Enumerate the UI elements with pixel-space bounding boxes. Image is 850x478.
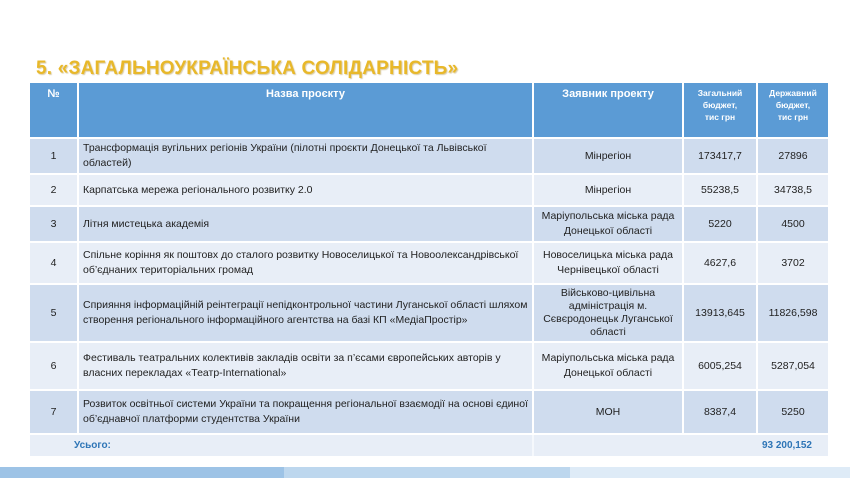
header-num: № — [30, 83, 78, 138]
row-total-budget: 55238,5 — [683, 174, 757, 206]
row-state-budget: 34738,5 — [757, 174, 828, 206]
row-project-name: Фестиваль театральних колективів закладів освіти за п’єсами європейських авторів у власних перекладах «Театр-International» — [78, 342, 533, 390]
header-total-budget-line2: бюджет, — [702, 100, 738, 110]
table-row — [30, 174, 828, 206]
row-num: 1 — [30, 138, 78, 174]
row-state-budget: 5287,054 — [757, 342, 828, 390]
row-num: 3 — [30, 206, 78, 242]
row-state-budget: 3702 — [757, 242, 828, 284]
row-project-name: Розвиток освітньої системи України та покращення регіональної взаємодії на основі єдиної об’єднавчої платформи студентства України — [78, 390, 533, 434]
total-value: 93 200,152 — [757, 434, 828, 456]
row-project-name: Сприяння інформаційній реінтеграції непідконтрольної частини Луганської області шляхом створення регіонального інформаційного агентства на базі КП «МедіаПростір» — [78, 284, 533, 342]
projects-table — [30, 83, 828, 456]
row-applicant: Військово-цивільна адміністрація м. Сєвєродонецьк Луганської області — [533, 284, 683, 342]
row-total-budget: 5220 — [683, 206, 757, 242]
row-project-name: Карпатська мережа регіонального розвитку 2.0 — [78, 174, 533, 206]
row-applicant: Маріупольська міська рада Донецької області — [533, 206, 683, 242]
header-state-budget — [757, 83, 828, 138]
row-num: 6 — [30, 342, 78, 390]
row-project-name: Спільне коріння як поштовх до сталого розвитку Новоселицької та Новоолександрівської об’єднаних територіальних громад — [78, 242, 533, 284]
row-num: 7 — [30, 390, 78, 434]
row-applicant: МОН — [533, 390, 683, 434]
table-row — [30, 138, 828, 174]
row-applicant: Новоселицька міська рада Чернівецької області — [533, 242, 683, 284]
row-total-budget: 8387,4 — [683, 390, 757, 434]
footer-strip-2 — [284, 467, 570, 478]
row-applicant: Мінрегіон — [533, 174, 683, 206]
header-state-budget-line1: Державний — [769, 88, 817, 98]
row-total-budget: 173417,7 — [683, 138, 757, 174]
table-row — [30, 342, 828, 390]
table-row — [30, 284, 828, 342]
table-row — [30, 390, 828, 434]
row-project-name: Трансформація вугільних регіонів України (пілотні проєкти Донецької та Львівської областей) — [78, 138, 533, 174]
row-total-budget: 13913,645 — [683, 284, 757, 342]
total-label: Усього: — [30, 434, 533, 456]
header-project-name: Назва проєкту — [78, 83, 533, 138]
row-state-budget: 5250 — [757, 390, 828, 434]
header-total-budget — [683, 83, 757, 138]
footer-strip-1 — [0, 467, 284, 478]
slide-title: 5. «ЗАГАЛЬНОУКРАЇНСЬКА СОЛІДАРНІСТЬ» — [36, 58, 459, 79]
table-header-row — [30, 83, 828, 138]
row-state-budget: 11826,598 — [757, 284, 828, 342]
row-applicant: Маріупольська міська рада Донецької області — [533, 342, 683, 390]
row-num: 4 — [30, 242, 78, 284]
total-spacer — [533, 434, 757, 456]
footer-strip-3 — [570, 467, 850, 478]
row-state-budget: 4500 — [757, 206, 828, 242]
row-project-name: Літня мистецька академія — [78, 206, 533, 242]
header-total-budget-line1: Загальний — [697, 88, 743, 98]
row-applicant: Мінрегіон — [533, 138, 683, 174]
row-num: 2 — [30, 174, 78, 206]
row-total-budget: 6005,254 — [683, 342, 757, 390]
row-state-budget: 27896 — [757, 138, 828, 174]
table-row — [30, 206, 828, 242]
total-row — [30, 434, 828, 456]
header-total-budget-line3: тис грн — [704, 112, 736, 122]
header-state-budget-line3: тис грн — [777, 112, 809, 122]
table-row — [30, 242, 828, 284]
row-num: 5 — [30, 284, 78, 342]
header-state-budget-line2: бюджет, — [775, 100, 811, 110]
row-total-budget: 4627,6 — [683, 242, 757, 284]
header-applicant: Заявник проекту — [533, 83, 683, 138]
